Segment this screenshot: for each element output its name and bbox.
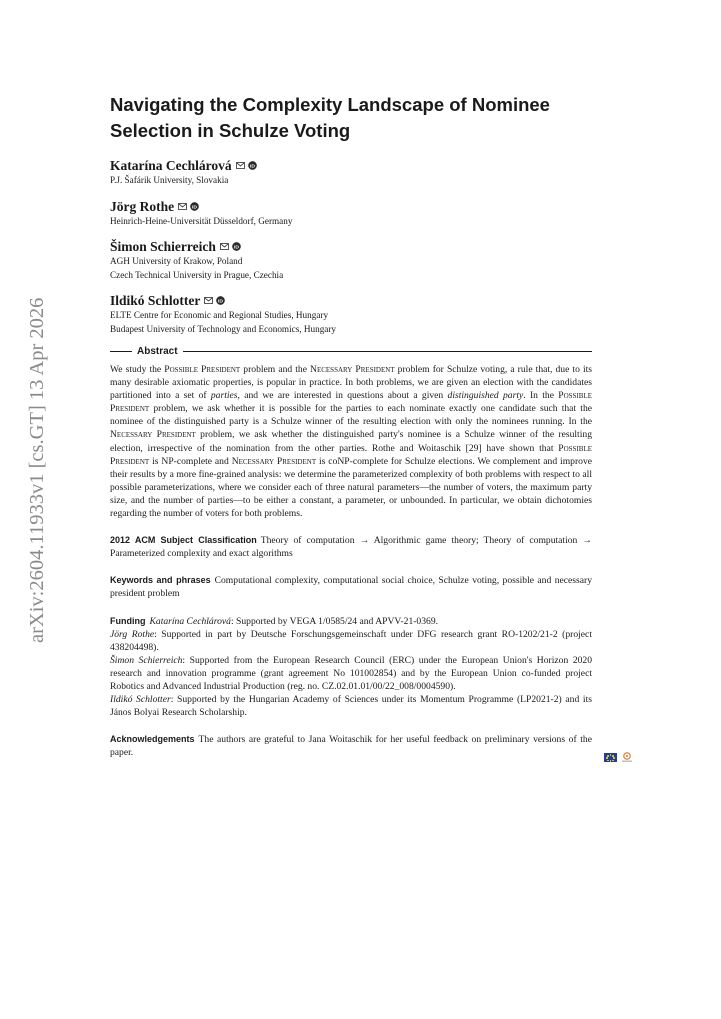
author-affiliation: P.J. Šafárik University, Slovakia: [110, 175, 229, 185]
acknowledgements-label: Acknowledgements: [110, 734, 195, 745]
funding-label: Funding: [110, 615, 146, 626]
orcid-icon[interactable]: [248, 161, 257, 170]
acm-label: 2012 ACM Subject Classification: [110, 535, 257, 546]
emphasis: distinguished party: [447, 390, 524, 402]
author-list: [110, 157, 592, 336]
funding-person: Šimon Schierreich: [110, 654, 183, 666]
abstract-rule-right: [183, 351, 592, 352]
paper-first-page: [110, 92, 592, 759]
erc-logo-icon: [621, 752, 633, 763]
abstract-label: Abstract: [137, 346, 178, 357]
mail-icon[interactable]: [220, 243, 229, 250]
svg-text:iD: iD: [249, 164, 255, 170]
acm-text: Theory of computation → Algorithmic game theory; Theory of computation → Parameterized complexity and exact algorithms: [110, 535, 593, 560]
mail-icon[interactable]: [236, 162, 245, 169]
problem-name: Possible President: [164, 364, 241, 375]
orcid-icon[interactable]: [216, 296, 225, 305]
abstract-text: We study the Possible President problem and the Necessary President problem for Schulze voting, a rule that, due to its many desirable axiomatic properties, is popular in practice. In both problems, we are given an election with the candidates partitioned into a set of parties, and we are interested in questions about a given distinguished party. In the Possible President problem, we ask whether it is possible for the parties to each nominate exactly one candidate such that the nominee of the distinguished party is a Schulze winner of the resulting election with only the nominees running. In the Necessary President problem, we ask whether the distinguished party's nominee is a Schulze winner of the resulting election, irrespective of the nomination from the other parties. Rothe and Woitaschik [29] have shown that Possible President is NP-complete and Necessary President is coNP-complete for Schulze elections. We complement and improve their results by a more fine-grained analysis: we determine the parameterized complexity of both problems with respect to all possible parameterizations, where we consider each of three natural parameters—the number of voters, the maximum party size, and the number of parties—to be either a constant, a parameter, or unbounded. In particular, we obtain dichotomies regarding the number of voters for both problems.: [110, 364, 593, 520]
acm-classification: [110, 534, 592, 560]
abstract-heading: [110, 346, 592, 357]
funding-section: [110, 615, 592, 720]
svg-text:iD: iD: [233, 245, 239, 251]
mail-icon[interactable]: [204, 297, 213, 304]
funding-entry: Jörg Rothe: Supported in part by Deutsche Forschungsgemeinschaft under DFG research grant RO-1202/21-2 (project 438204498).: [110, 628, 592, 653]
keywords-label: Keywords and phrases: [110, 575, 211, 586]
author-block-0: [110, 157, 592, 188]
mail-icon[interactable]: [178, 203, 187, 210]
abstract-rule-left: [110, 351, 132, 352]
author-affiliation: Czech Technical University in Prague, Czechia: [110, 269, 284, 280]
author-affiliation: Heinrich-Heine-Universität Düsseldorf, Germany: [110, 215, 293, 226]
author-block-3: [110, 292, 592, 336]
author-block-1: [110, 198, 592, 229]
problem-name: Necessary President: [110, 429, 196, 441]
keywords-text: Computational complexity, computational social choice, Schulze voting, possible and necessary president problem: [110, 575, 592, 600]
acknowledgements-section: [110, 733, 592, 759]
paper-title: Navigating the Complexity Landscape of Nominee Selection in Schulze Voting: [110, 94, 550, 141]
svg-text:iD: iD: [192, 204, 198, 210]
keywords-section: [110, 574, 592, 600]
author-affiliation: AGH University of Krakow, Poland: [110, 256, 243, 266]
author-affiliation: Budapest University of Technology and Economics, Hungary: [110, 323, 337, 334]
author-name: Jörg Rothe: [110, 198, 175, 214]
funding-person: Jörg Rothe: [110, 628, 155, 640]
problem-name: Necessary President: [231, 455, 317, 467]
acknowledgements-text: The authors are grateful to Jana Woitaschik for her useful feedback on preliminary versions of the paper.: [110, 734, 592, 759]
funding-logos: [604, 752, 633, 763]
author-name: Ildikó Schlotter: [110, 293, 201, 308]
funding-entry: Ildikó Schlotter: Supported by the Hungarian Academy of Sciences under its Momentum Programme (LP2021-2) and its János Bolyai Research Scholarship.: [110, 694, 592, 719]
arxiv-sidebar-identifier: arXiv:2604.11933v1 [cs.GT] 13 Apr 2026: [26, 297, 48, 643]
funding-entry: Šimon Schierreich: Supported from the European Research Council (ERC) under the European Union's Horizon 2020 research and innovation programme (grant agreement No 101002854) and by the European Union co-funded project Robotics and Advanced Industrial Production (reg. no. CZ.02.01.01/00/22_008/0004590).: [110, 654, 593, 692]
funding-entry: Funding Katarína Cechlárová: Supported by VEGA 1/0585/24 and APVV-21-0369.: [110, 615, 439, 627]
svg-text:iD: iD: [218, 299, 224, 305]
problem-name: Possible President: [110, 442, 592, 467]
author-name: Šimon Schierreich: [110, 239, 216, 254]
orcid-icon[interactable]: [190, 202, 199, 211]
funding-person: Katarína Cechlárová: [149, 615, 231, 627]
funding-person: Ildikó Schlotter: [110, 694, 171, 706]
emphasis: parties: [210, 390, 238, 402]
problem-name: Possible President: [110, 390, 592, 415]
author-affiliation: ELTE Centre for Economic and Regional Studies, Hungary: [110, 310, 329, 320]
author-block-2: [110, 238, 592, 282]
eu-flag-icon: [604, 753, 617, 762]
problem-name: Necessary President: [310, 364, 395, 375]
author-name: Katarína Cechlárová: [110, 158, 232, 173]
orcid-icon[interactable]: [232, 242, 241, 251]
